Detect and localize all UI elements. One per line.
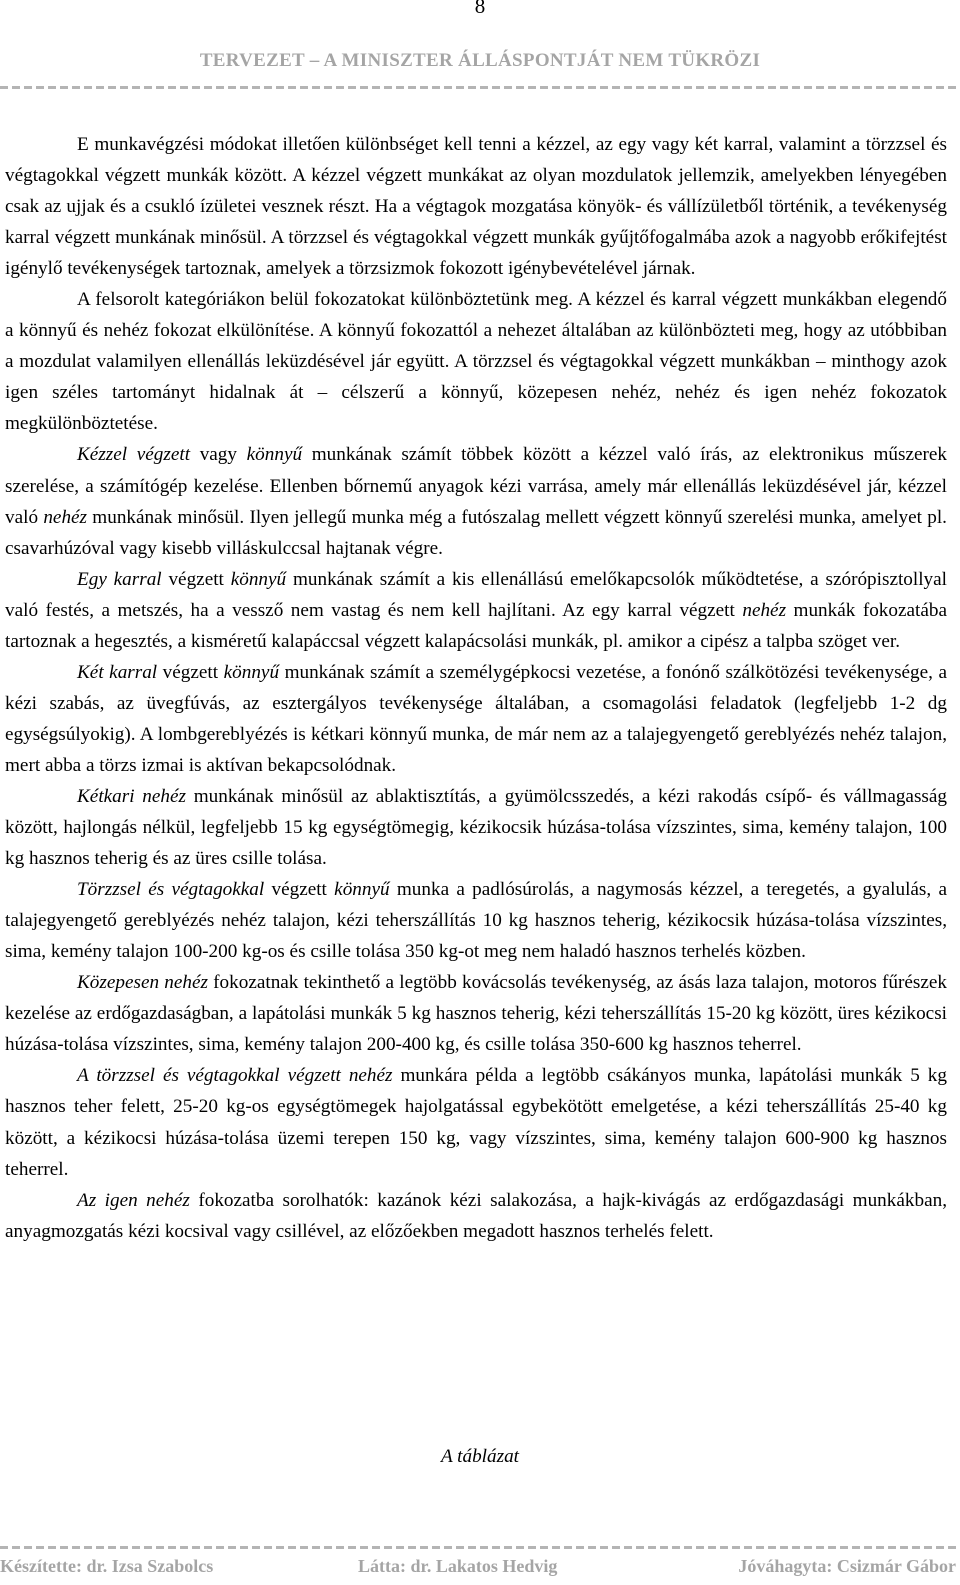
paragraph-1: E munkavégzési módokat illetően különbséget kell tenni a kézzel, az egy vagy két karral, valamint a törzzsel és végtagokkal végzett munkák között. A kézzel végzett munkákat az olyan mozdulatok jellemzik, amelyekben lényegében csak az ujjak és a csukló ízületei vesznek részt. Ha a végtagok mozgatása könyök- és vállízületből történik, a tevékenység karral végzett munkának minősül. A törzzsel és végtagokkal végzett munkák gyűjtőfogalmába azok a nagyobb erőkifejtést igénylő tevékenységek tartoznak, amelyek a törzsizmok fokozott igénybevételével járnak. — [5, 134, 947, 280]
footer-prepared-by: Készítette: dr. Izsa Szabolcs — [0, 1556, 214, 1576]
footer-seen-by: Látta: dr. Lakatos Hedvig — [358, 1556, 558, 1576]
paragraph-text: munkák fokozatába tartoznak a hegesztés, a kisméretű kalapáccsal végzett kalapácsolási munkák, pl. amikor a cipész a talpba szöget ver. — [5, 599, 947, 652]
term-emphasis: nehéz — [43, 506, 88, 528]
paragraph-text: munkára példa a legtöbb csákányos munka, lapátolási munkák 5 kg hasznos teher felett, 25-20 kg-os egységtömegek hajolgatással egybekötött emelgetése, a kézi teherszállítás 25-40 kg között, a kézikocsi húzása-tolása üzemi terepen 150 kg, vagy vízszintes, sima, kemény talajon 600-900 kg hasznos teherrel. — [5, 1065, 947, 1180]
paragraph-text: munka a padlósúrolás, a nagymosás kézzel, a teregetés, a gyalulás, a talajegyengető gereblyézés nehéz talajon, kézi teherszállítás 10 kg hasznos teherig, kézikocsik húzása-tolása vízszintes, sima, kemény talajon 100-200 kg-os és csille tolása 350 kg-ot meg nem haladó hasznos terhelés közben. — [5, 879, 947, 963]
term-emphasis: könnyű — [230, 568, 287, 590]
paragraph-text: munkának minősül. Ilyen jellegű munka még a futószalag mellett végzett könnyű szerelési munka, amelyet pl. csavarhúzóval vagy kisebb villáskulccsal hajtanak végre. — [5, 506, 947, 559]
paragraph-text: fokozatba sorolhatók: kazánok kézi salakozása, a hajk-kivágás az erdőgazdasági munkákban, anyagmozgatás kézi kocsival vagy csillével, az előzőekben megadott hasznos terhelés felett. — [5, 1189, 947, 1242]
paragraph-7 — [5, 874, 947, 967]
header-dashed-divider — [0, 86, 960, 90]
term-emphasis: Két karral — [77, 661, 158, 683]
term-emphasis: Törzzsel és végtagokkal — [77, 879, 265, 901]
paragraph-8 — [5, 967, 947, 1060]
paragraph-6 — [5, 781, 947, 874]
term-emphasis: könnyű — [246, 444, 303, 466]
term-emphasis: Az igen nehéz — [77, 1189, 190, 1211]
paragraph-text: munkának minősül az ablaktisztítás, a gyümölcsszedés, a kézi rakodás csípő- és vállmagasság között, hajlongás nélkül, legfeljebb 15 kg egységtömegig, kézikocsik húzása-tolása vízszintes, sima, kemény talajon, 100 kg hasznos teherig és az üres csille tolása. — [5, 785, 947, 870]
paragraph-text: munkának számít a személygépkocsi vezetése, a fonónő szálkötözési tevékenysége, a kézi szabás, az üvegfúvás, az esztergályos tevékenysége általában, a csomagolási feladatok (legfeljebb 1-2 dg egységsúlyokig). A lombgereblyézés is kétkari könnyű munka, de már nem az a talajegyengető gereblyézés nehéz talajon, mert abba a törzs izmai is aktívan bekapcsolódnak. — [5, 661, 948, 776]
paragraph-3 — [5, 439, 947, 563]
paragraph-text: végzett — [264, 879, 335, 901]
paragraph-text: fokozatnak tekinthető a legtöbb kovácsolás tevékenység, az ásás laza talajon, motoros fűrészek kezelése az erdőgazdaságban, a lapátolási munkák 5 kg hasznos teherig, kézi teherszállítás 15-20 kg között, üres kézikocsi húzása-tolása vízszintes, sima, kemény talajon 200-400 kg, és csille tolása 350-600 kg hasznos teherrel. — [5, 972, 947, 1056]
paragraph-text: munkának számít a kis ellenállású emelőkapcsolók működtetése, a szórópisztollyal való festés, a metszés, ha a vessző nem vastag és nem kell hajlítani. Az egy karral végzett — [5, 568, 947, 621]
paragraph-2: A felsorolt kategóriákon belül fokozatokat különböztetünk meg. A kézzel és karral végzett munkákban elegendő a könnyű és nehéz fokozat elkülönítése. A könnyű fokozattól a nehezet általában az különbözteti meg, hogy az utóbbiban a mozdulat valamilyen ellenállás leküzdésével jár együtt. A törzzsel és végtagokkal végzett munkákban – minthogy azok igen széles tartományt hidalnak át – célszerű a könnyű, közepesen nehéz, nehéz és igen nehéz fokozatok megkülönböztetése. — [5, 289, 947, 435]
paragraph-text: végzett — [157, 661, 224, 683]
page-footer — [0, 1556, 960, 1584]
term-emphasis: A törzzsel és végtagokkal végzett nehéz — [77, 1065, 393, 1087]
paragraph-10 — [5, 1185, 947, 1247]
document-body — [5, 129, 947, 1247]
table-caption: A táblázat — [440, 1446, 519, 1467]
term-emphasis: nehéz — [742, 599, 787, 621]
paragraph-4 — [5, 564, 947, 657]
paragraph-5 — [5, 657, 947, 781]
term-emphasis: Egy karral — [77, 568, 162, 590]
term-emphasis: könnyű — [223, 661, 280, 683]
paragraph-9 — [5, 1060, 947, 1184]
term-emphasis: Kézzel végzett — [77, 444, 191, 466]
draft-header-title: TERVEZET – A MINISZTER ÁLLÁSPONTJÁT NEM TÜKRÖZI — [199, 50, 761, 71]
term-emphasis: könnyű — [334, 879, 390, 901]
footer-dashed-divider — [0, 1546, 960, 1550]
term-emphasis: Közepesen nehéz — [77, 972, 208, 994]
paragraph-text: munkának számít többek között a kézzel való írás, az elektronikus műszerek szerelése, a számítógép kezelése. Ellenben bőrnemű anyagok kézi varrása, amely már ellenállás leküzdésével jár, kézzel való — [5, 444, 947, 528]
page-number: 8 — [474, 0, 486, 18]
paragraph-text: végzett — [161, 568, 231, 590]
paragraph-text: vagy — [190, 444, 247, 466]
footer-approved-by: Jóváhagyta: Csizmár Gábor — [738, 1556, 956, 1576]
term-emphasis: Kétkari nehéz — [77, 785, 186, 807]
